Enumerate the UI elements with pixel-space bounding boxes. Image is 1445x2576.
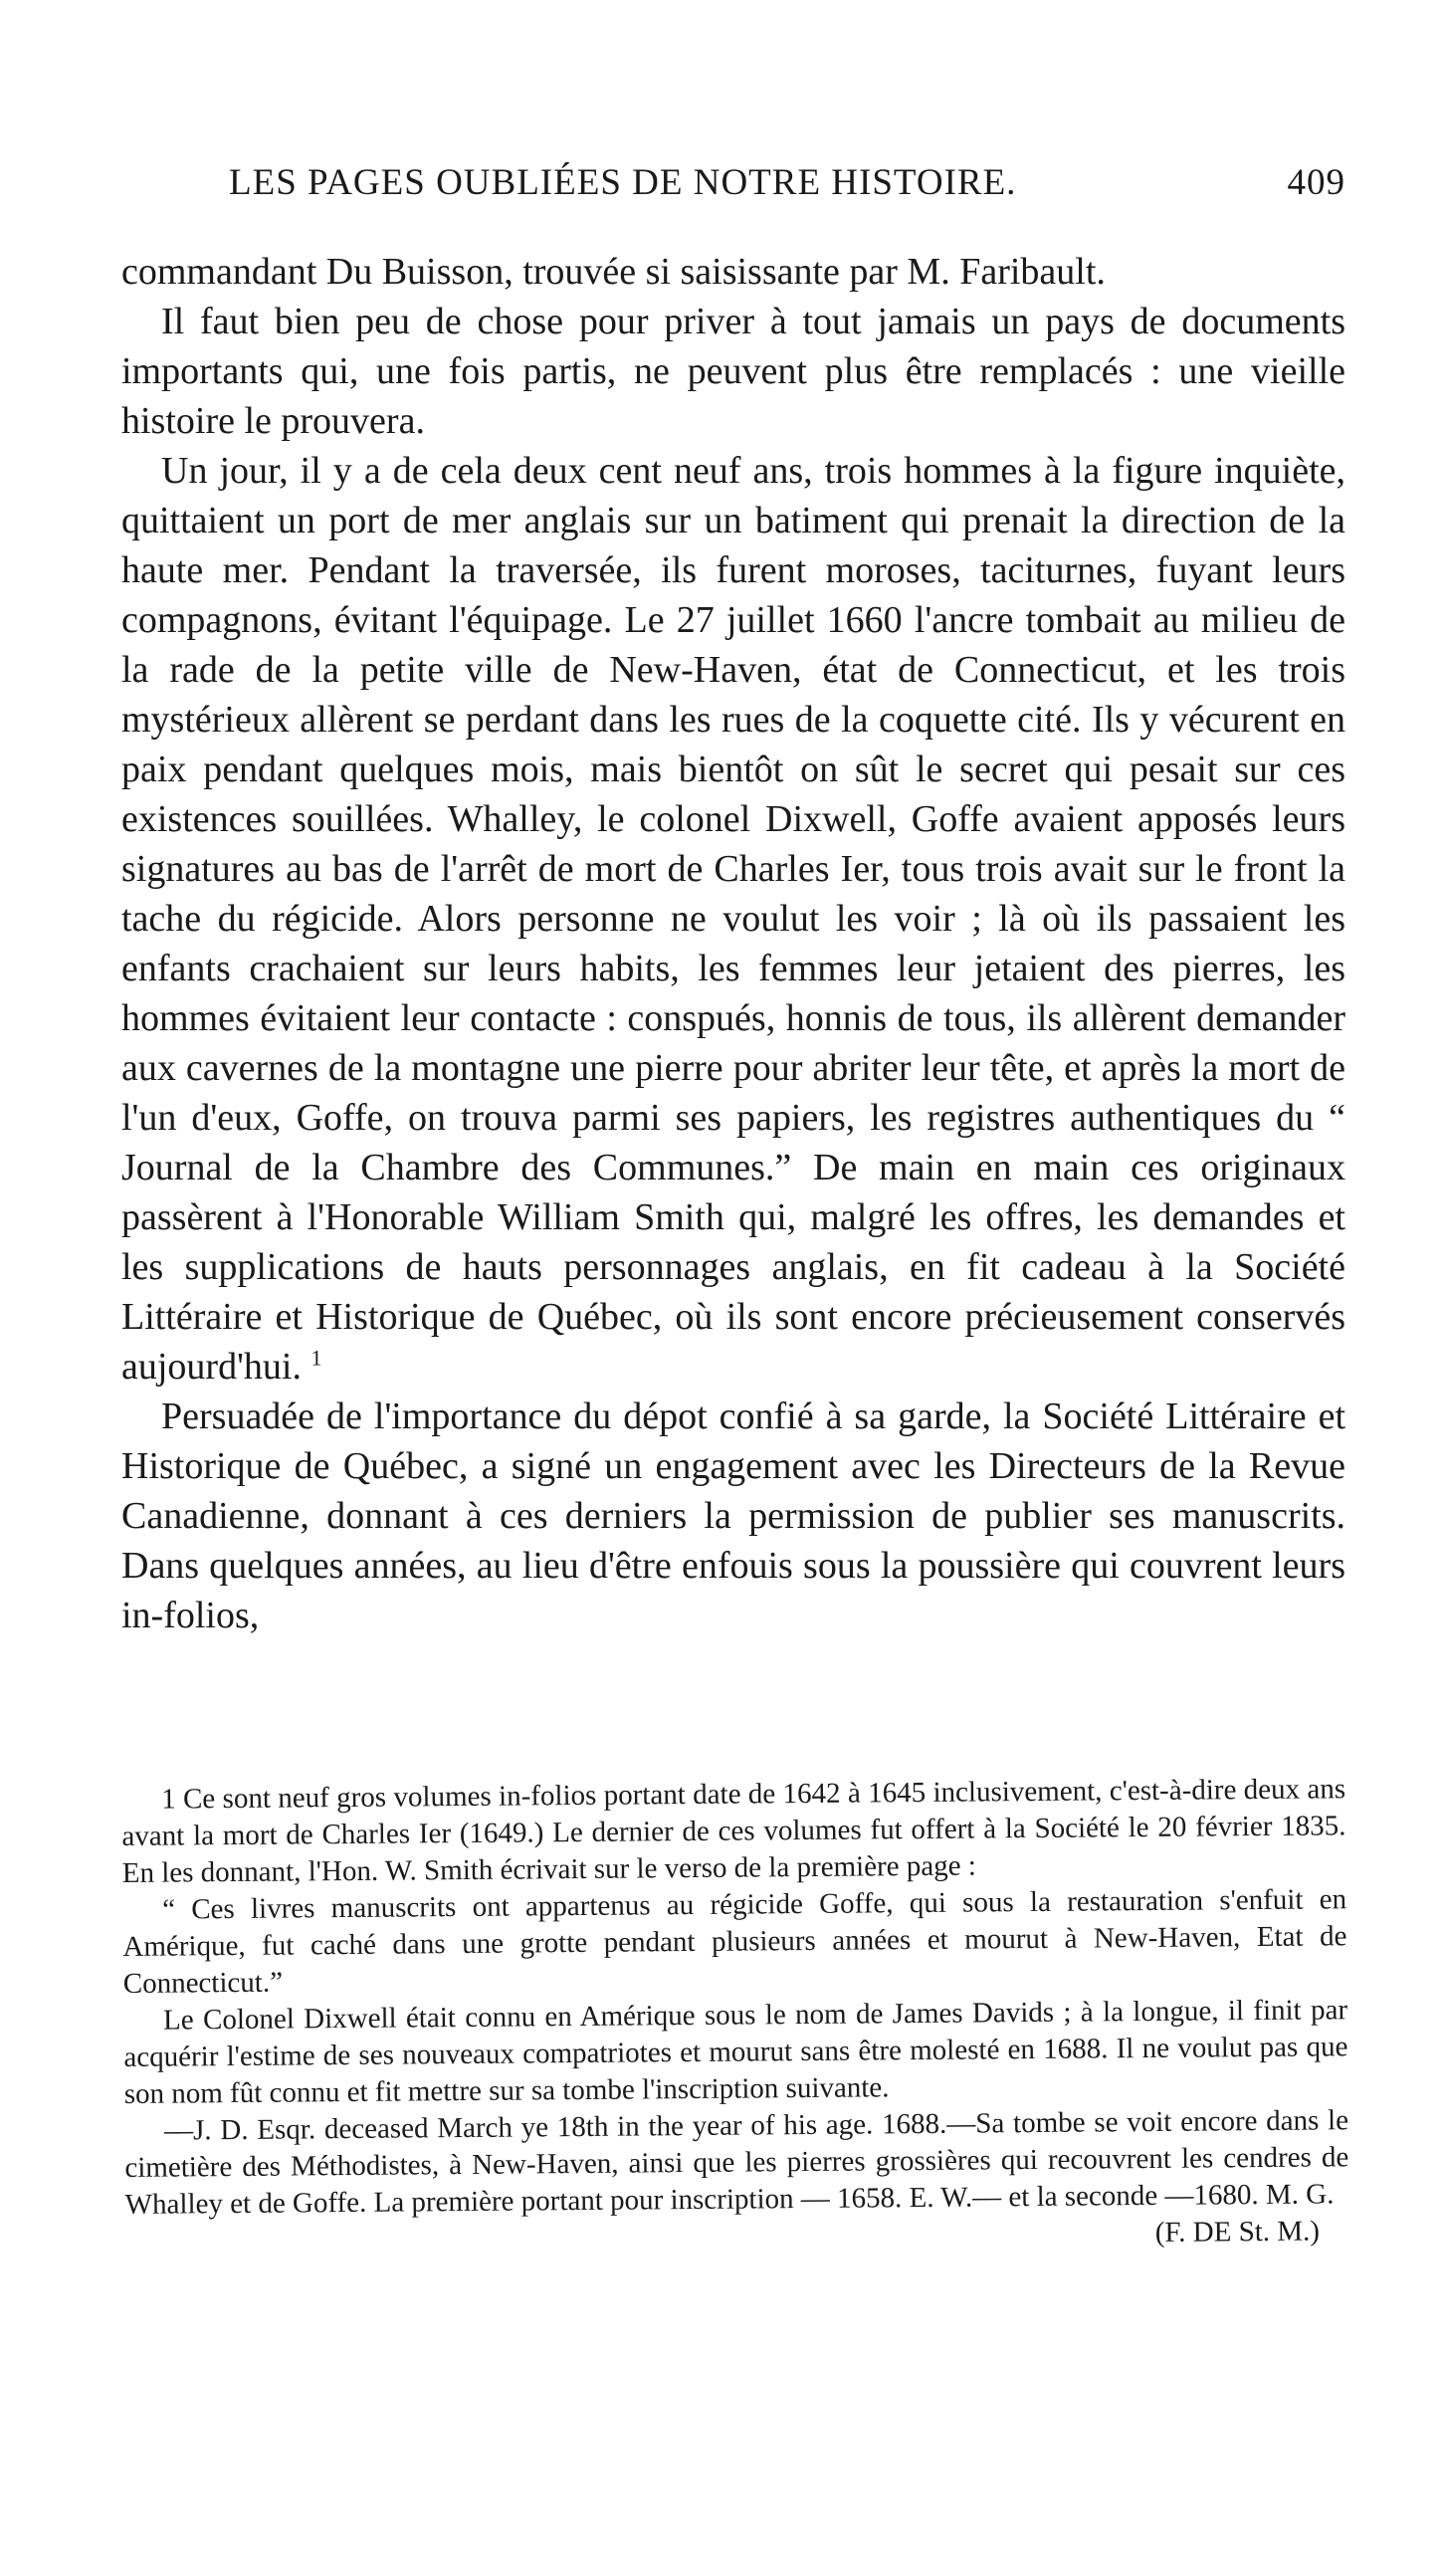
page-header xyxy=(229,161,1345,211)
running-title: LES PAGES OUBLIÉES DE NOTRE HISTOIRE. xyxy=(229,162,1017,203)
footnote-marker: 1 xyxy=(310,1345,322,1371)
paragraph: Il faut bien peu de chose pour priver à tout jamais un pays de documents importants qui, une fois partis, ne peuvent plus être remplacés : une vieille histoire le prouvera. xyxy=(121,301,1345,442)
book-page xyxy=(121,0,1349,2576)
main-text xyxy=(121,247,1345,1640)
footnotes xyxy=(121,1771,1349,2260)
footnote-signature: (F. DE St. M.) xyxy=(1154,2215,1321,2249)
footnote-paragraph: —J. D. Esqr. deceased March ye 18th in the year of his age. 1688.—Sa tombe se voit encore dans le cimetière des Méthodistes, à New-Haven, ainsi que les pierres grossières qui recouvrent les cendres de Whalley et de Goffe. La première portant pour inscription — 1658. E. W.— et la seconde —1680. M. G. xyxy=(124,2104,1349,2221)
paragraph: commandant Du Buisson, trouvée si saisissante par M. Faribault. xyxy=(121,251,1106,293)
page-number: 409 xyxy=(1287,162,1345,203)
paragraph xyxy=(121,446,1345,1392)
paragraph: Persuadée de l'importance du dépot confié à sa garde, la Société Littéraire et Historique de Québec, a signé un engagement avec les Directeurs de la Revue Canadienne, donnant à ces derniers la permission de publier ses manuscrits. Dans quelques années, au lieu d'être enfouis sous la poussière qui couvrent leurs in-folios, xyxy=(121,1395,1345,1636)
footnote-paragraph: 1 Ce sont neuf gros volumes in-folios portant date de 1642 à 1645 inclusivement, c'est-à-dire deux ans avant la mort de Charles Ier (1649.) Le dernier de ces volumes fut offert à la Société le 20 février 1835. En les donnant, l'Hon. W. Smith écrivait sur le verso de la première page : xyxy=(121,1773,1346,1889)
footnote-paragraph: “ Ces livres manuscrits ont appartenus au régicide Goffe, qui sous la restauration s'enfuit en Amérique, fut caché dans une grotte pendant plusieurs années et mourut à New-Haven, Etat de Connecticut.” xyxy=(122,1883,1347,2000)
paragraph-text: Un jour, il y a de cela deux cent neuf ans, trois hommes à la figure inquiète, quittaient un port de mer anglais sur un batiment qui prenait la direction de la haute mer. Pendant la traversée, ils furent moroses, taciturnes, fuyant leurs compagnons, évitant l'équipage. Le 27 juillet 1660 l'ancre tombait au milieu de la rade de la petite ville de New-Haven, état de Connecticut, et les trois mystérieux allèrent se perdant dans les rues de la coquette cité. Ils y vécurent en paix pendant quelques mois, mais bientôt on sût le secret qui pesait sur ces existences souillées. Whalley, le colonel Dixwell, Goffe avaient apposés leurs signatures au bas de l'arrêt de mort de Charles Ier, tous trois avait sur le front la tache du régicide. Alors personne ne voulut les voir ; là où ils passaient les enfants crachaient sur leurs habits, les femmes leur jetaient des pierres, les hommes évitaient leur contacte : conspués, honnis de tous, ils allèrent demander aux cavernes de la montagne une pierre pour abriter leur tête, et après la mort de l'un d'eux, Goffe, on trouva parmi ses papiers, les registres authentiques du “ Journal de la Chambre des Communes.” De main en main ces originaux passèrent à l'Honorable William Smith qui, malgré les offres, les demandes et les supplications de hauts personnages anglais, en fit cadeau à la Société Littéraire et Historique de Québec, où ils sont encore précieusement conservés aujourd'hui. xyxy=(121,450,1345,1388)
footnote-paragraph: Le Colonel Dixwell était connu en Amérique sous le nom de James Davids ; à la longue, il finit par acquérir l'estime de ses nouveaux compatriotes et mourut sans être molesté en 1688. Il ne voulut pas que son nom fût connu et fit mettre sur sa tombe l'inscription suivante. xyxy=(123,1994,1348,2110)
